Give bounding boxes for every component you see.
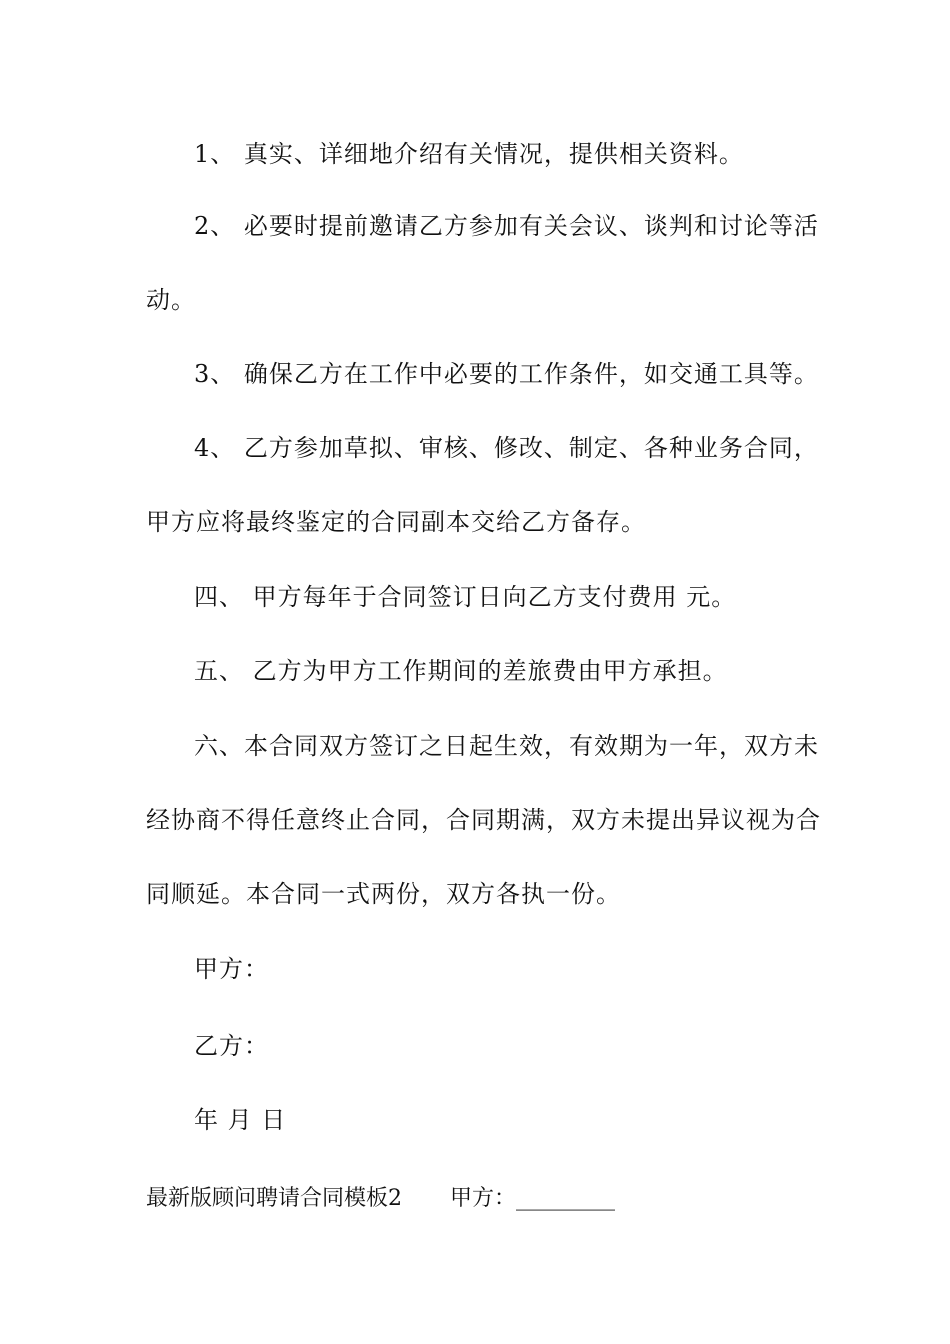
- next-document-title: 最新版顾问聘请合同模板2: [146, 1186, 402, 1211]
- clause-4-line-2: 甲方应将最终鉴定的合同副本交给乙方备存。: [146, 508, 646, 536]
- clause-2-line-1: 2、 必要时提前邀请乙方参加有关会议、谈判和讨论等活: [194, 212, 819, 240]
- clause-1: 1、 真实、详细地介绍有关情况，提供相关资料。: [194, 140, 744, 168]
- clause-4-line-1: 4、 乙方参加草拟、审核、修改、制定、各种业务合同，: [194, 434, 819, 462]
- section-4: 四、 甲方每年于合同签订日向乙方支付费用 元。: [194, 583, 737, 611]
- next-document-header: [146, 1184, 615, 1214]
- date-line: 年 月 日: [194, 1106, 287, 1134]
- section-6-line-3: 同顺延。本合同一式两份，双方各执一份。: [146, 880, 621, 908]
- party-b-signature: 乙方：: [194, 1032, 269, 1060]
- section-6-line-1: 六、本合同双方签订之日起生效，有效期为一年，双方未: [194, 732, 819, 760]
- section-5: 五、 乙方为甲方工作期间的差旅费由甲方承担。: [194, 657, 728, 685]
- clause-3: 3、 确保乙方在工作中必要的工作条件，如交通工具等。: [194, 360, 819, 388]
- next-document-party-a: 甲方：_________: [450, 1186, 616, 1211]
- section-6-line-2: 经协商不得任意终止合同，合同期满，双方未提出异议视为合: [146, 806, 821, 834]
- clause-2-line-2: 动。: [146, 286, 196, 314]
- party-a-signature: 甲方：: [194, 955, 269, 983]
